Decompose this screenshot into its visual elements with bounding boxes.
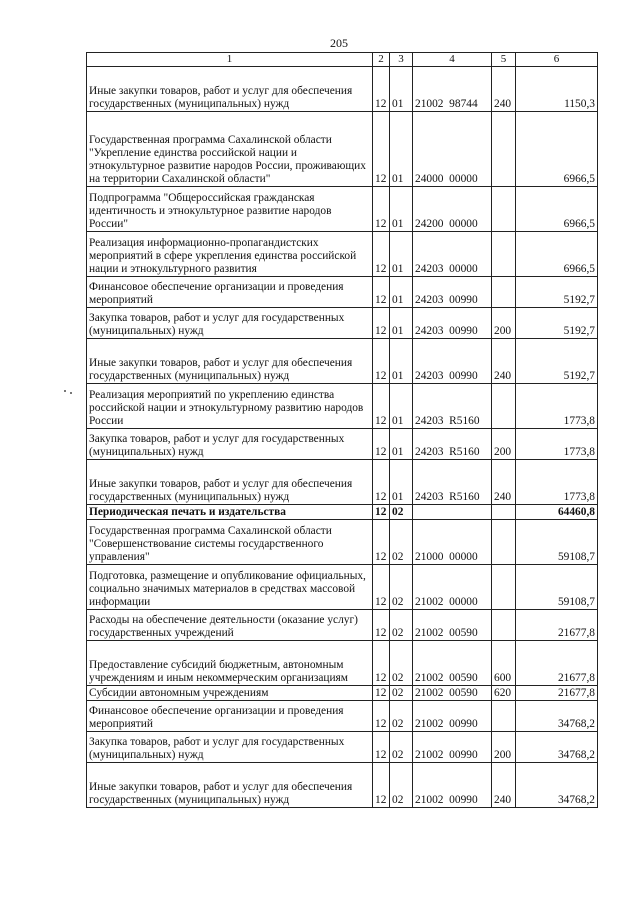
row-section-code: 12 <box>373 505 390 520</box>
table-header-row <box>87 53 598 67</box>
row-section-code: 12 <box>373 686 390 701</box>
row-target-code: 21002 00000 <box>413 565 492 610</box>
row-name: Государственная программа Сахалинской области "Совершенствование системы государственного управления" <box>87 520 373 565</box>
column-header: 5 <box>492 53 516 67</box>
row-expense-type <box>492 520 516 565</box>
row-name: Расходы на обеспечение деятельности (оказание услуг) государственных учреждений <box>87 610 373 641</box>
row-name: Иные закупки товаров, работ и услуг для обеспечения государственных (муниципальных) нужд <box>87 339 373 384</box>
row-subsection-code: 01 <box>390 232 413 277</box>
row-expense-type <box>492 232 516 277</box>
row-section-code: 12 <box>373 610 390 641</box>
table-row <box>87 520 598 565</box>
row-subsection-code: 01 <box>390 339 413 384</box>
row-target-code: 21002 00590 <box>413 641 492 686</box>
table-row <box>87 641 598 686</box>
row-target-code: 21000 00000 <box>413 520 492 565</box>
table-row <box>87 308 598 339</box>
row-name: Подпрограмма "Общероссийская гражданская идентичность и этнокультурное развитие народов России" <box>87 187 373 232</box>
row-amount: 1773,8 <box>516 460 598 505</box>
row-name: Финансовое обеспечение организации и проведения мероприятий <box>87 277 373 308</box>
table-row <box>87 67 598 112</box>
table-row <box>87 686 598 701</box>
row-name: Финансовое обеспечение организации и проведения мероприятий <box>87 701 373 732</box>
row-expense-type <box>492 384 516 429</box>
row-amount: 5192,7 <box>516 308 598 339</box>
row-expense-type: 240 <box>492 763 516 808</box>
row-amount: 5192,7 <box>516 277 598 308</box>
row-subsection-code: 02 <box>390 610 413 641</box>
table-row <box>87 701 598 732</box>
row-name: Иные закупки товаров, работ и услуг для обеспечения государственных (муниципальных) нужд <box>87 67 373 112</box>
table-row <box>87 732 598 763</box>
row-expense-type <box>492 277 516 308</box>
row-amount: 59108,7 <box>516 520 598 565</box>
row-expense-type: 240 <box>492 339 516 384</box>
row-name: Субсидии автономным учреждениям <box>87 686 373 701</box>
row-expense-type <box>492 505 516 520</box>
row-expense-type: 200 <box>492 308 516 339</box>
row-target-code: 24203 00990 <box>413 277 492 308</box>
scan-speck <box>64 390 66 392</box>
column-header: 4 <box>413 53 492 67</box>
row-amount: 1773,8 <box>516 384 598 429</box>
table-row <box>87 384 598 429</box>
row-subsection-code: 02 <box>390 641 413 686</box>
row-amount: 1773,8 <box>516 429 598 460</box>
column-header: 6 <box>516 53 598 67</box>
row-expense-type: 600 <box>492 641 516 686</box>
row-amount: 6966,5 <box>516 232 598 277</box>
table-row <box>87 565 598 610</box>
row-name: Периодическая печать и издательства <box>87 505 373 520</box>
row-expense-type: 200 <box>492 429 516 460</box>
row-amount: 21677,8 <box>516 641 598 686</box>
table-row <box>87 505 598 520</box>
row-section-code: 12 <box>373 308 390 339</box>
row-subsection-code: 02 <box>390 565 413 610</box>
row-target-code: 21002 98744 <box>413 67 492 112</box>
row-subsection-code: 01 <box>390 187 413 232</box>
row-amount: 5192,7 <box>516 339 598 384</box>
row-amount: 6966,5 <box>516 187 598 232</box>
row-expense-type <box>492 701 516 732</box>
row-target-code: 21002 00990 <box>413 732 492 763</box>
row-expense-type: 620 <box>492 686 516 701</box>
row-target-code <box>413 505 492 520</box>
row-section-code: 12 <box>373 520 390 565</box>
row-subsection-code: 01 <box>390 67 413 112</box>
row-section-code: 12 <box>373 67 390 112</box>
table-row <box>87 460 598 505</box>
row-name: Предоставление субсидий бюджетным, автономным учреждениям и иным некоммерческим организациям <box>87 641 373 686</box>
row-target-code: 24203 00990 <box>413 339 492 384</box>
row-section-code: 12 <box>373 460 390 505</box>
row-section-code: 12 <box>373 112 390 187</box>
row-target-code: 21002 00990 <box>413 701 492 732</box>
row-name: Иные закупки товаров, работ и услуг для обеспечения государственных (муниципальных) нужд <box>87 763 373 808</box>
row-subsection-code: 02 <box>390 686 413 701</box>
row-subsection-code: 01 <box>390 460 413 505</box>
row-amount: 1150,3 <box>516 67 598 112</box>
column-header: 1 <box>87 53 373 67</box>
row-subsection-code: 01 <box>390 429 413 460</box>
row-target-code: 24203 R5160 <box>413 384 492 429</box>
row-subsection-code: 01 <box>390 308 413 339</box>
row-name: Закупка товаров, работ и услуг для государственных (муниципальных) нужд <box>87 429 373 460</box>
row-section-code: 12 <box>373 701 390 732</box>
table-row <box>87 429 598 460</box>
row-amount: 34768,2 <box>516 763 598 808</box>
column-header: 3 <box>390 53 413 67</box>
row-expense-type <box>492 187 516 232</box>
row-expense-type: 200 <box>492 732 516 763</box>
row-subsection-code: 02 <box>390 732 413 763</box>
row-name: Реализация мероприятий по укреплению единства российской нации и этнокультурному развитию народов России <box>87 384 373 429</box>
table-row <box>87 339 598 384</box>
row-name: Государственная программа Сахалинской области "Укрепление единства российской нации и этнокультурное развитие народов России, проживающих на территории Сахалинской области" <box>87 112 373 187</box>
table-row <box>87 763 598 808</box>
row-expense-type <box>492 112 516 187</box>
scan-speck <box>70 392 72 394</box>
row-target-code: 21002 00590 <box>413 686 492 701</box>
row-amount: 34768,2 <box>516 732 598 763</box>
row-expense-type <box>492 610 516 641</box>
row-section-code: 12 <box>373 641 390 686</box>
row-target-code: 24203 00990 <box>413 308 492 339</box>
row-expense-type <box>492 565 516 610</box>
row-target-code: 24203 R5160 <box>413 460 492 505</box>
table-row <box>87 232 598 277</box>
table-row <box>87 187 598 232</box>
row-amount: 34768,2 <box>516 701 598 732</box>
row-expense-type: 240 <box>492 67 516 112</box>
row-target-code: 21002 00590 <box>413 610 492 641</box>
row-section-code: 12 <box>373 763 390 808</box>
row-target-code: 24000 00000 <box>413 112 492 187</box>
row-name: Реализация информационно-пропагандистских мероприятий в сфере укрепления единства российской нации и этнокультурного развития <box>87 232 373 277</box>
page-number: 205 <box>330 36 348 50</box>
row-subsection-code: 02 <box>390 701 413 732</box>
row-name: Иные закупки товаров, работ и услуг для обеспечения государственных (муниципальных) нужд <box>87 460 373 505</box>
row-section-code: 12 <box>373 429 390 460</box>
row-amount: 6966,5 <box>516 112 598 187</box>
row-section-code: 12 <box>373 384 390 429</box>
row-expense-type: 240 <box>492 460 516 505</box>
table-row <box>87 112 598 187</box>
row-name: Подготовка, размещение и опубликование официальных, социально значимых материалов в средствах массовой информации <box>87 565 373 610</box>
table-row <box>87 277 598 308</box>
row-target-code: 21002 00990 <box>413 763 492 808</box>
budget-table <box>86 52 598 808</box>
row-section-code: 12 <box>373 187 390 232</box>
row-subsection-code: 01 <box>390 384 413 429</box>
row-target-code: 24203 R5160 <box>413 429 492 460</box>
row-section-code: 12 <box>373 565 390 610</box>
table-row <box>87 610 598 641</box>
row-amount: 21677,8 <box>516 610 598 641</box>
row-section-code: 12 <box>373 732 390 763</box>
column-header: 2 <box>373 53 390 67</box>
row-name: Закупка товаров, работ и услуг для государственных (муниципальных) нужд <box>87 308 373 339</box>
row-subsection-code: 02 <box>390 505 413 520</box>
row-section-code: 12 <box>373 277 390 308</box>
row-amount: 64460,8 <box>516 505 598 520</box>
row-name: Закупка товаров, работ и услуг для государственных (муниципальных) нужд <box>87 732 373 763</box>
row-section-code: 12 <box>373 232 390 277</box>
row-target-code: 24200 00000 <box>413 187 492 232</box>
row-subsection-code: 01 <box>390 112 413 187</box>
row-target-code: 24203 00000 <box>413 232 492 277</box>
row-subsection-code: 02 <box>390 520 413 565</box>
row-subsection-code: 02 <box>390 763 413 808</box>
row-subsection-code: 01 <box>390 277 413 308</box>
row-amount: 59108,7 <box>516 565 598 610</box>
row-amount: 21677,8 <box>516 686 598 701</box>
row-section-code: 12 <box>373 339 390 384</box>
